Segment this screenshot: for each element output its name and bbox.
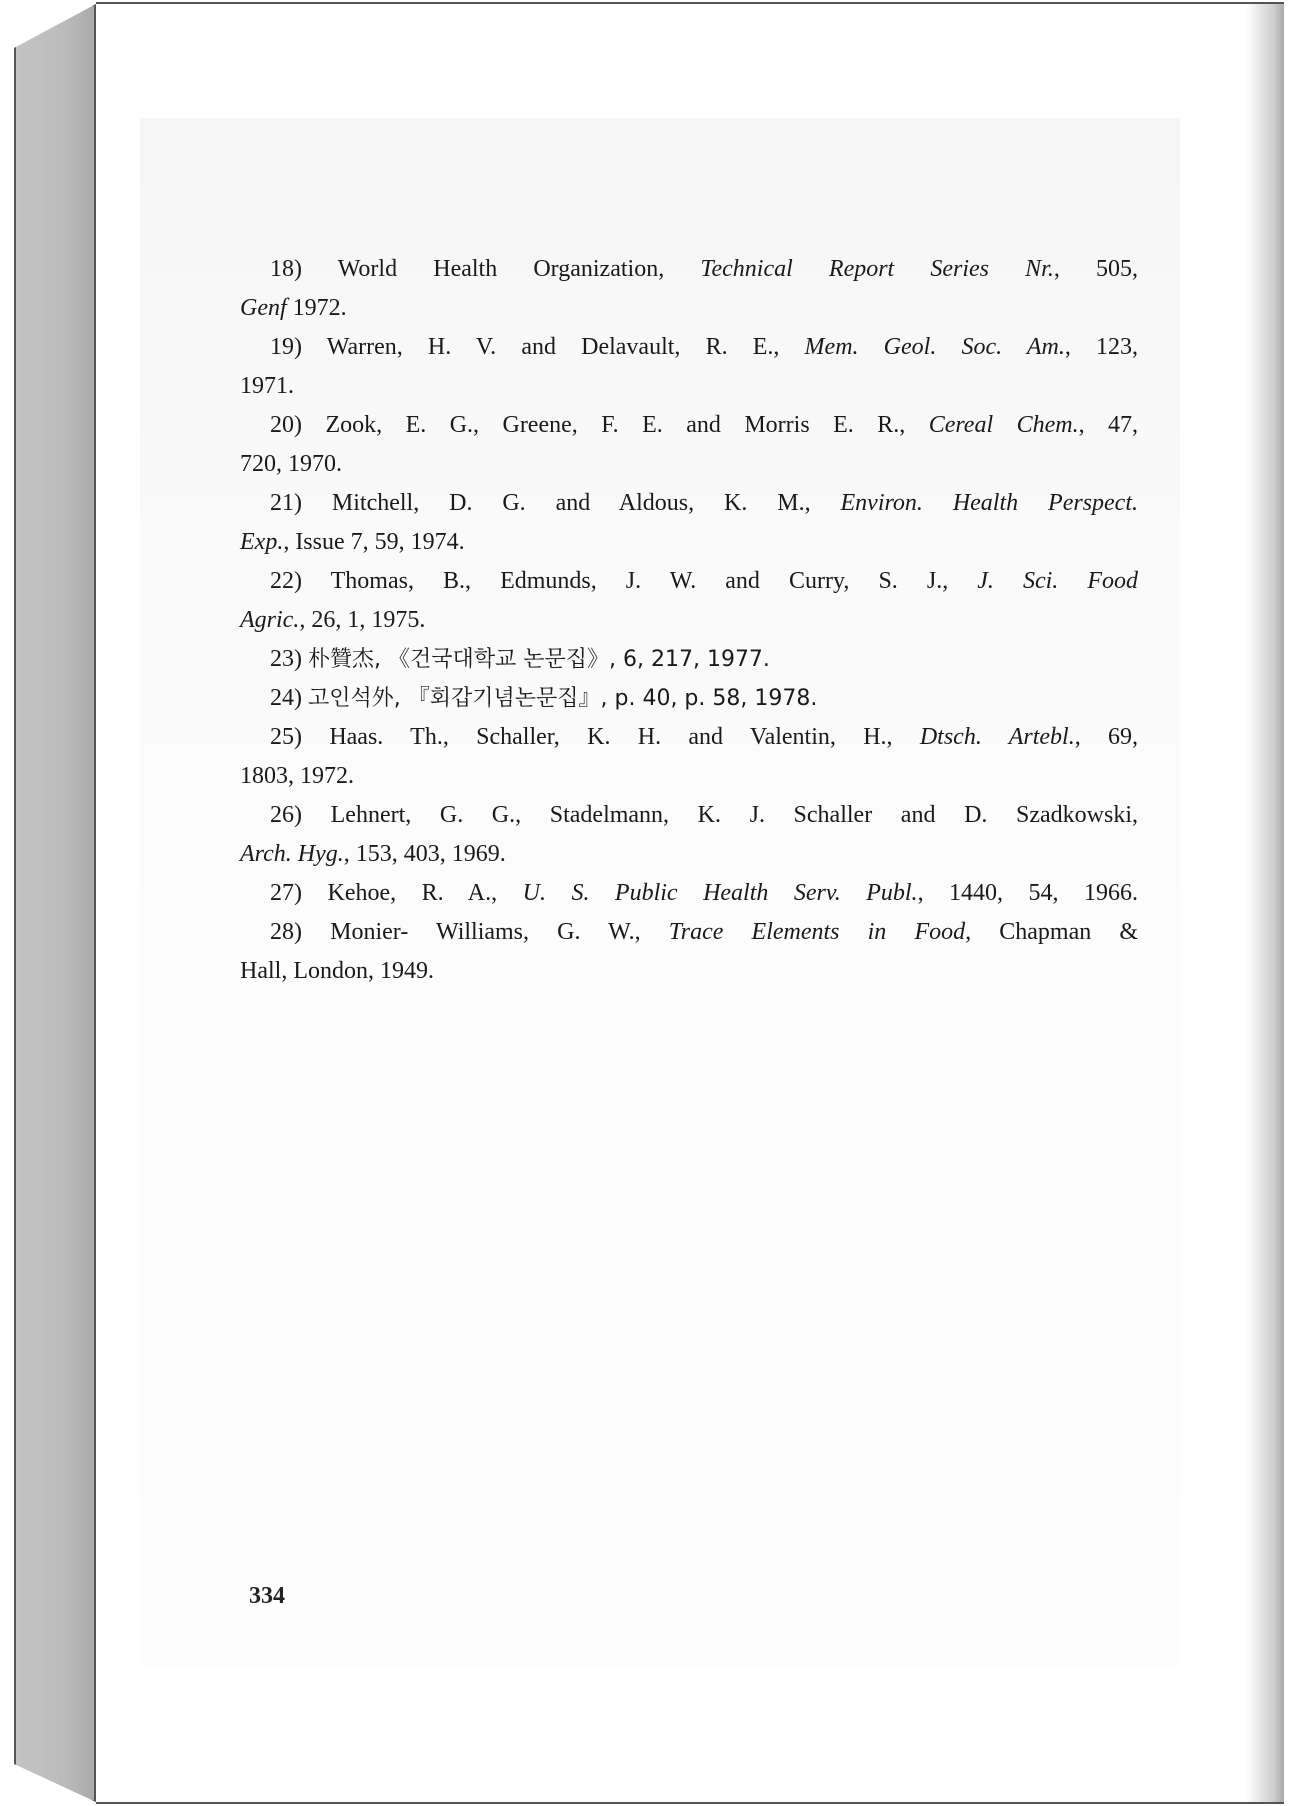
book-spine-edge <box>14 4 96 1802</box>
reference-25: 25) Haas. Th., Schaller, K. H. and Valentin, H., Dtsch. Artebl., 69, 1803, 1972. <box>240 724 1139 789</box>
reference-27: 27) Kehoe, R. A., U. S. Public Health Serv. Publ., 1440, 54, 1966. <box>270 880 1139 906</box>
reference-18: 18) World Health Organization, Technical Report Series Nr., 505, Genf 1972. <box>240 256 1138 321</box>
page-number: 334 <box>249 1583 285 1609</box>
reference-26: 26) Lehnert, G. G., Stadelmann, K. J. Schaller and D. Szadkowski, Arch. Hyg., 153, 403, 1969. <box>240 802 1139 867</box>
reference-28: 28) Monier- Williams, G. W., Trace Elements in Food, Chapman & Hall, London, 1949. <box>240 919 1139 984</box>
reference-20: 20) Zook, E. G., Greene, F. E. and Morris E. R., Cereal Chem., 47, 720, 1970. <box>240 412 1139 477</box>
reference-22: 22) Thomas, B., Edmunds, J. W. and Curry, S. J., J. Sci. Food Agric., 26, 1, 1975. <box>240 568 1138 633</box>
reference-23: 23) 朴贊杰, 《건국대학교 논문집》, 6, 217, 1977. <box>270 646 770 672</box>
page-edge-shadow <box>1246 4 1284 1802</box>
reference-list <box>240 250 1138 991</box>
reference-21: 21) Mitchell, D. G. and Aldous, K. M., Environ. Health Perspect. Exp., Issue 7, 59, 1974. <box>240 490 1139 555</box>
reference-24: 24) 고인석外, 『회갑기념논문집』, p. 40, p. 58, 1978. <box>270 685 818 711</box>
reference-19: 19) Warren, H. V. and Delavault, R. E., Mem. Geol. Soc. Am., 123, 1971. <box>240 334 1138 399</box>
